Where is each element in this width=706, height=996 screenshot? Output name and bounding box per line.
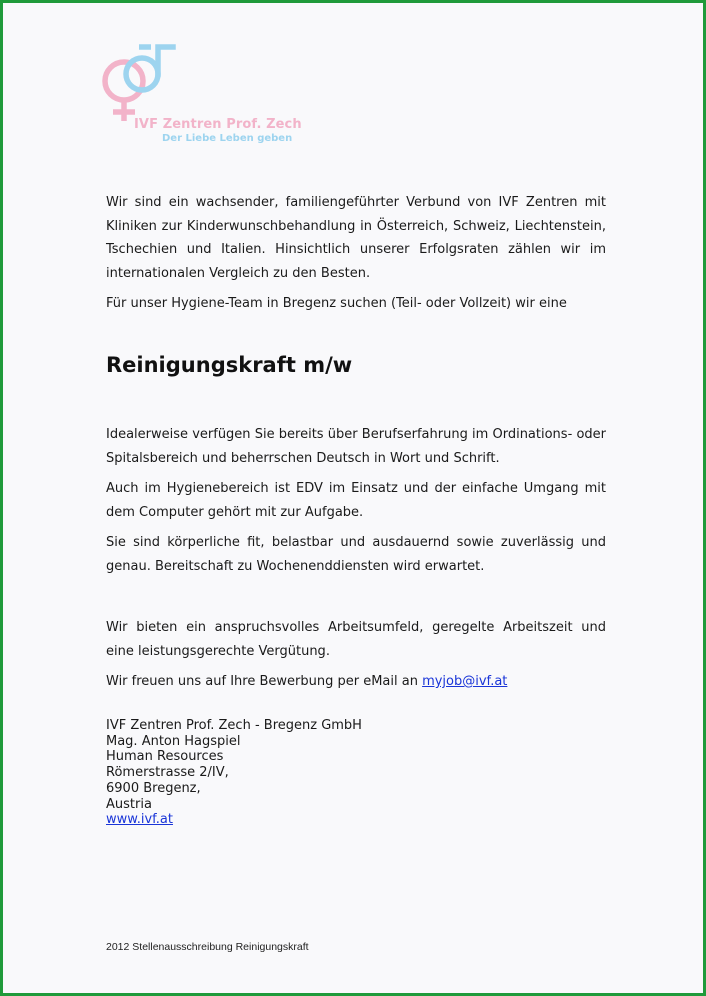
requirements-paragraph-2: Auch im Hygienebereich ist EDV im Einsatz und der einfache Umgang mit dem Computer gehört mit zur Aufgabe. <box>106 481 606 520</box>
page-footer: 2012 Stellenausschreibung Reinigungskraft <box>106 941 309 953</box>
logo-tagline: Der Liebe Leben geben <box>162 133 293 144</box>
application-text: Wir freuen uns auf Ihre Bewerbung per eMail an <box>106 674 418 689</box>
address-department: Human Resources <box>106 749 224 765</box>
website-link[interactable]: www.ivf.at <box>106 812 173 828</box>
address-country: Austria <box>106 796 152 812</box>
address-company: IVF Zentren Prof. Zech - Bregenz GmbH <box>106 718 362 733</box>
job-title: Reinigungskraft m/w <box>106 353 353 377</box>
address-city: 6900 Bregenz, <box>106 780 201 796</box>
offer-paragraph: Wir bieten ein anspruchsvolles Arbeitsumfeld, geregelte Arbeitszeit und eine leistungsgerechte Vergütung. <box>106 620 606 659</box>
email-link[interactable]: myjob@ivf.at <box>422 674 508 689</box>
address-street: Römerstrasse 2/IV, <box>106 765 229 781</box>
company-logo <box>101 43 301 153</box>
search-paragraph: Für unser Hygiene-Team in Bregenz suchen (Teil- oder Vollzeit) wir eine <box>106 296 567 311</box>
intro-paragraph: Wir sind ein wachsender, familiengeführter Verbund von IVF Zentren mit Kliniken zur Kinderwunschbehandlung in Österreich, Schweiz, Liechtenstein, Tschechien und Italien. Hinsichtlich unserer Erfolgsraten zählen wir im internationalen Vergleich zu den Besten. <box>106 195 606 281</box>
requirements-paragraph-1: Idealerweise verfügen Sie bereits über Berufserfahrung im Ordinations- oder Spitalsbereich und beherrschen Deutsch in Wort und Schrift. <box>106 427 606 466</box>
logo-name: IVF Zentren Prof. Zech <box>134 117 302 132</box>
application-paragraph <box>106 670 606 694</box>
contact-address <box>106 718 362 828</box>
address-contact: Mag. Anton Hagspiel <box>106 733 241 749</box>
logo-symbol <box>101 43 191 123</box>
requirements-paragraph-3: Sie sind körperliche fit, belastbar und ausdauernd sowie zuverlässig und genau. Bereitschaft zu Wochenenddiensten wird erwartet. <box>106 535 606 574</box>
